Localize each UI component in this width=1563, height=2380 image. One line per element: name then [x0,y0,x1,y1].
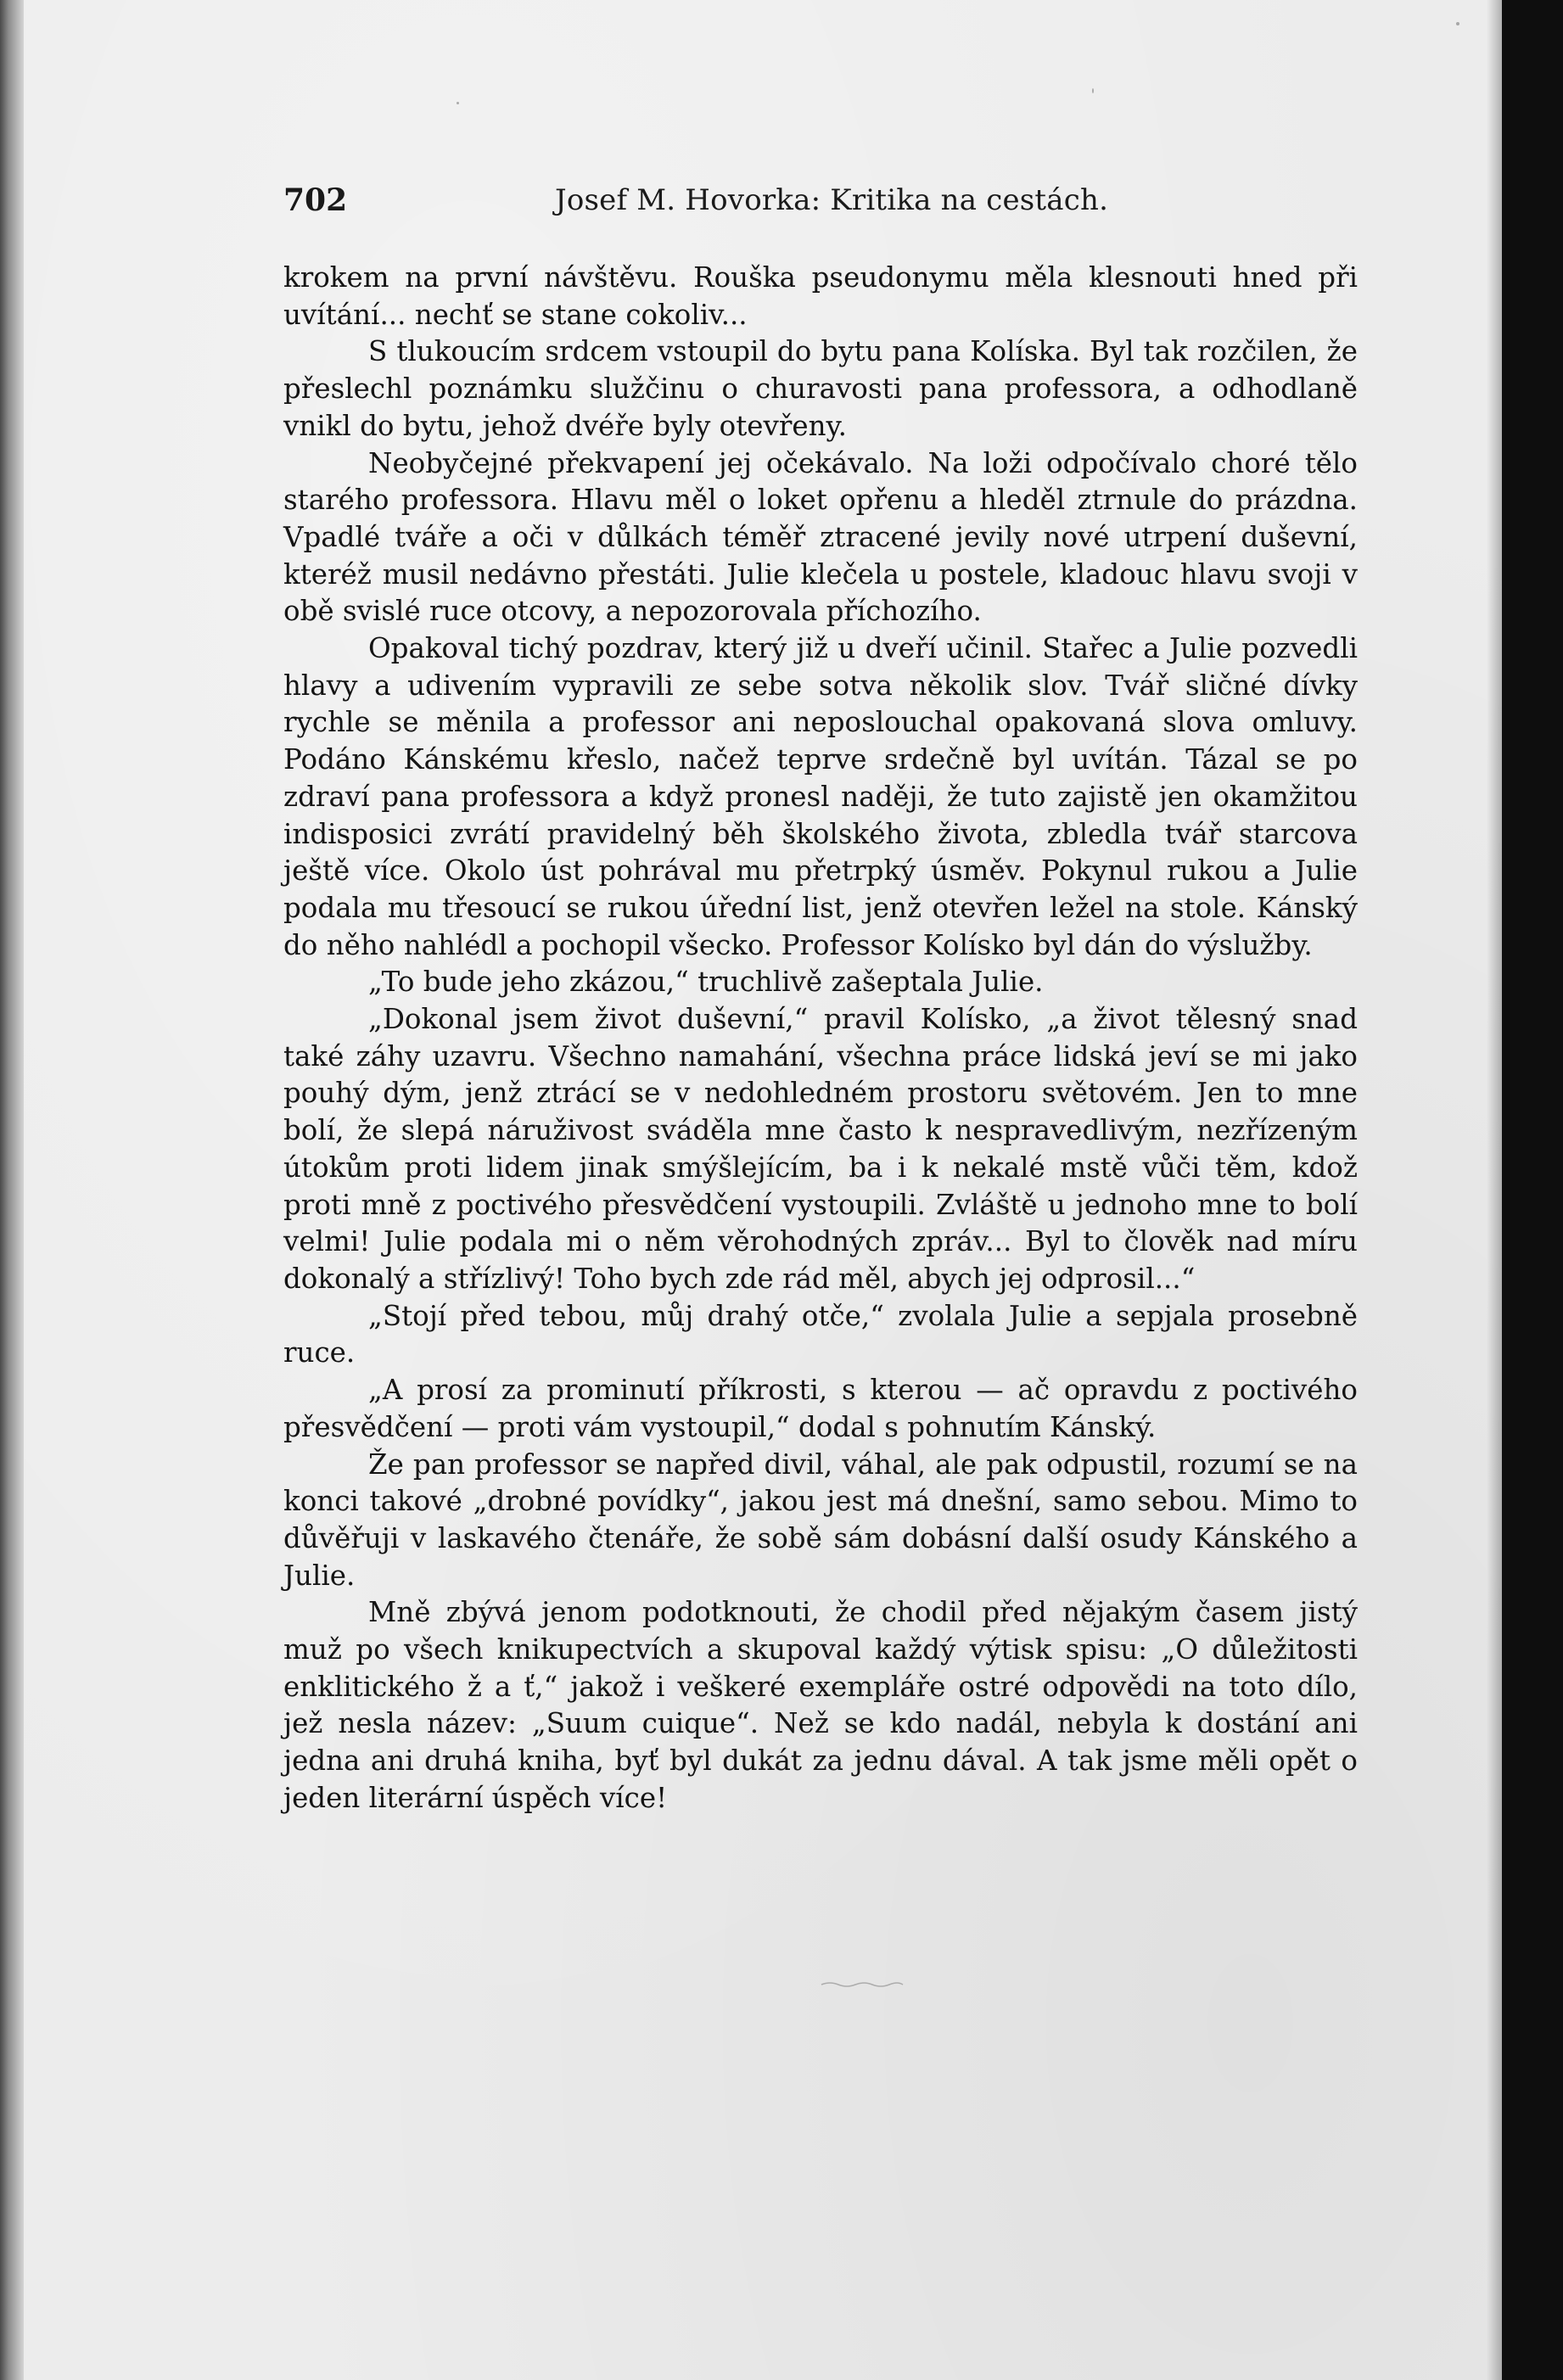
dust-speck [1456,22,1459,25]
paragraph: krokem na první návštěvu. Rouška pseudonymu měla klesnouti hned při uvítání... nechť se stane cokoliv... [283,261,1358,331]
paragraph: Mně zbývá jenom podotknouti, že chodil před nějakým časem jistý muž po všech knikupectvích a skupoval každý výtisk spisu: „O důležitosti enklitického ž a ť,“ jakož i veškeré exempláře ostré odpovědi na toto dílo, jež nesla název: „Suum cuique“. Než se kdo nadál, nebyla k dostání ani jedna ani druhá kniha, byť byl dukát za jednu dával. A tak jsme měli opět o jeden literární úspěch více! [283,1596,1358,1814]
dust-speck [457,102,459,104]
paragraph: „To bude jeho zkázou,“ truchlivě zašeptala Julie. [368,966,1044,999]
scan-border [1502,0,1563,2380]
end-ornament-squiggle [820,1980,905,1989]
page-number: 702 [283,182,348,218]
paragraph: „Stojí před tebou, můj drahý otče,“ zvolala Julie a sepjala prosebně ruce. [283,1299,1358,1369]
running-head: Josef M. Hovorka: Kritika na cestách. [555,183,1109,217]
paragraph: Opakoval tichý pozdrav, který již u dveří učinil. Stařec a Julie pozvedli hlavy a udivením vypravili ze sebe sotva několik slov. Tvář sličné dívky rychle se měnila a professor ani neposlouchal opakovaná slova omluvy. Podáno Kánskému křeslo, načež teprve srdečně byl uvítán. Tázal se po zdraví pana professora a když pronesl naději, že tuto zajistě jen okamžitou indisposici zvrátí pravidelný běh školského života, zbledla tvář starcova ještě více. Okolo úst pohrával mu přetrpký úsměv. Pokynul rukou a Julie podala mu třesoucí se rukou úřední list, jenž otevřen ležel na stole. Kánský do něho nahlédl a pochopil všecko. Professor Kolísko byl dán do výslužby. [283,632,1358,961]
dust-speck [1092,88,1094,93]
paragraph: S tlukoucím srdcem vstoupil do bytu pana Kolíska. Byl tak rozčilen, že přeslechl poznámku služčinu o churavosti pana professora, a odhodlaně vnikl do bytu, jehož dvéře byly otevřeny. [283,335,1358,442]
paragraph: „Dokonal jsem život duševní,“ pravil Kolísko, „a život tělesný snad také záhy uzavru. Všechno namahání, všechna práce lidská jeví se mi jako pouhý dým, jenž ztrácí se v nedohledném prostoru světovém. Jen to mne bolí, že slepá náruživost sváděla mne často k nespravedlivým, nezřízeným útokům proti lidem jinak smýšlejícím, ba i k nekalé mstě vůči těm, kdož proti mně z poctivého přesvědčení vystoupili. Zvláště u jednoho mne to bolí velmi! Julie podala mi o něm věrohodných zpráv... Byl to člověk nad míru dokonalý a střízlivý! Toho bych zde rád měl, abych jej odprosil...“ [283,1003,1358,1295]
page-binding-shadow [0,0,24,2380]
paragraph: Že pan professor se napřed divil, váhal, ale pak odpustil, rozumí se na konci takové „drobné povídky“, jakou jest má dnešní, samo sebou. Mimo to důvěřuji v laskavého čtenáře, že sobě sám dobásní další osudy Kánského a Julie. [283,1448,1358,1592]
body-text [283,260,1358,1817]
page-header [283,180,1358,222]
page-edge-shade [1487,0,1502,2380]
paragraph: Neobyčejné překvapení jej očekávalo. Na loži odpočívalo choré tělo starého professora. Hlavu měl o loket opřenu a hleděl ztrnule do prázdna. Vpadlé tváře a oči v důlkách téměř ztracené jevily nové utrpení duševní, kteréž musil nedávno přestáti. Julie klečela u postele, kladouc hlavu svoji v obě svislé ruce otcovy, a nepozorovala příchozího. [283,446,1358,628]
paragraph: „A prosí za prominutí příkrosti, s kterou — ač opravdu z poctivého přesvědčení — proti vám vystoupil,“ dodal s pohnutím Kánský. [283,1374,1358,1443]
